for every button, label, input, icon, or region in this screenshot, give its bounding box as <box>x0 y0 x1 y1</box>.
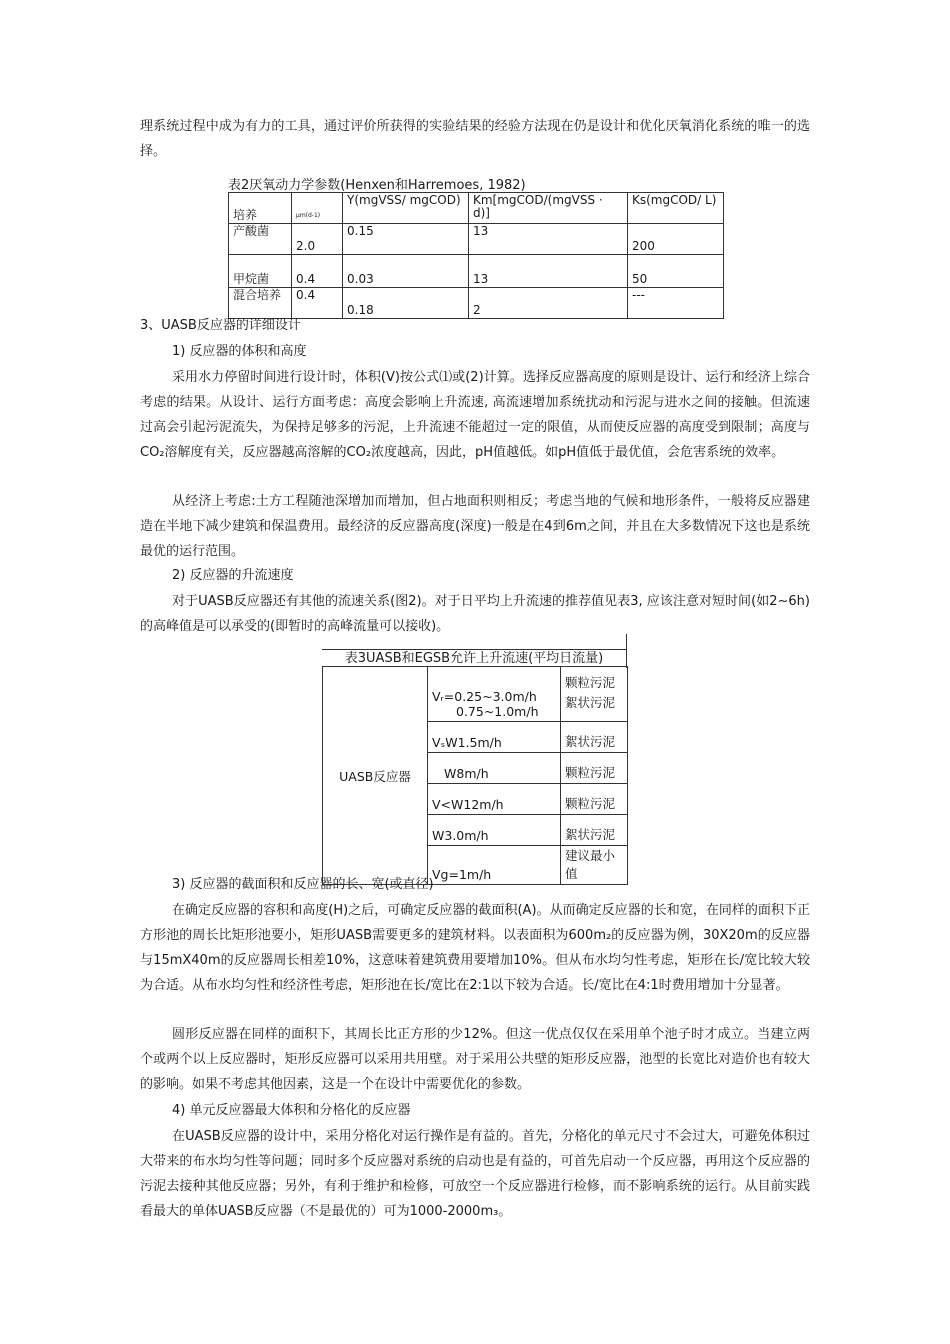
table3-sludge-cell: 建议最小值 <box>561 846 628 885</box>
table3-sludge-cell: 絮状污泥 <box>561 815 628 846</box>
table2-cell: 200 <box>628 224 724 255</box>
table2-cell: --- <box>628 288 724 319</box>
table3-velocity-cell: W8m/h <box>428 753 561 784</box>
paragraph-3: 对于UASB反应器还有其他的流速关系(图2)。对于日平均上升流速的推荐值见表3, 应该注意对短时间(如2~6h)的高峰值是可以承受的(即暂时的高峰流量可以接收)。 <box>140 594 810 634</box>
table2-row <box>229 288 724 319</box>
table2-cell: 0.4 <box>292 288 343 319</box>
subsection4-title: 4) 单元反应器最大体积和分格化的反应器 <box>172 1103 411 1118</box>
table2-row <box>229 224 724 255</box>
table2-header-cell: Y(mgVSS/ mgCOD) <box>343 193 469 224</box>
table3-caption: 表3UASB和EGSB允许上升流速(平均日流量) <box>322 649 626 667</box>
subsection1-title: 1) 反应器的体积和高度 <box>172 344 307 359</box>
table2-cell: 0.4 <box>292 255 343 288</box>
table2-cell: 13 <box>469 255 628 288</box>
table3-sludge-cell: 颗粒污泥絮状污泥 <box>561 667 628 722</box>
table3-velocity-cell: Vg=1m/h <box>428 846 561 885</box>
table3-row-label: UASB反应器 <box>323 667 428 885</box>
intro-paragraph: 理系统过程中成为有力的工具，通过评价所获得的实验结果的经验方法现在仍是设计和优化厌氧消化系统的唯一的选择。 <box>140 119 810 159</box>
table2-row <box>229 255 724 288</box>
table2-header-cell: 培养 <box>229 193 292 224</box>
table2-header-cell: µm(d-1) <box>292 193 343 224</box>
section3-title: 3、UASB反应器的详细设计 <box>140 318 301 333</box>
table3-sludge-cell: 絮状污泥 <box>561 722 628 753</box>
table3-velocity-cell: Vᵣ=0.25~3.0m/h 0.75~1.0m/h <box>428 667 561 722</box>
table3 <box>322 666 628 885</box>
table3-sludge-cell: 颗粒污泥 <box>561 784 628 815</box>
table2-caption: 表2厌氧动力学参数(Henxen和Harremoes, 1982) <box>228 178 526 193</box>
table2-header-row <box>229 193 724 224</box>
table2-cell: 产酸菌 <box>229 224 292 255</box>
table3-velocity-cell: W3.0m/h <box>428 815 561 846</box>
subsection2-title: 2) 反应器的升流速度 <box>172 568 294 583</box>
table2-header-cell: Km[mgCOD/(mgVSS · d)] <box>469 193 628 224</box>
table2 <box>228 192 724 319</box>
table2-cell: 0.03 <box>343 255 469 288</box>
table2-cell: 0.18 <box>343 288 469 319</box>
paragraph-4: 在确定反应器的容积和高度(H)之后，可确定反应器的截面积(A)。从而确定反应器的长和宽，在同样的面积下正方形池的周长比矩形池要小，矩形UASB需要更多的建筑材料。以表面积为600m₂的反应器为例，30X20m的反应器与15mX40m的反应器周长相差10%，这意味着建筑费用要增加10%。但从布水均匀性考虑，矩形在长/宽比较大较为合适。从布水均匀性和经济性考虑，矩形池在长/宽比在2:1以下较为合适。长/宽比在4:1时费用增加十分显著。 <box>140 903 810 993</box>
table2-cell: 甲烷菌 <box>229 255 292 288</box>
paragraph-1: 采用水力停留时间进行设计时，体积(V)按公式⑴或(2)计算。选择反应器高度的原则是设计、运行和经济上综合考虑的结果。从设计、运行方面考虑：高度会影响上升流速, 高流速增加系统扰动和污泥与进水之间的接触。但流速过高会引起污泥流失，为保持足够多的污泥，上升流速不能超过一定的限值，从而使反应器的高度受到限制；高度与CO₂溶解度有关，反应器越高溶解的CO₂浓度越高，因此，pH值越低。如pH值低于最优值，会危害系统的效率。 <box>140 370 810 460</box>
table2-cell: 2 <box>469 288 628 319</box>
table2-cell: 2.0 <box>292 224 343 255</box>
table2-cell: 0.15 <box>343 224 469 255</box>
table2-cell: 13 <box>469 224 628 255</box>
table2-cell: 50 <box>628 255 724 288</box>
paragraph-2: 从经济上考虑:土方工程随池深增加而增加，但占地面积则相反；考虑当地的气候和地形条件，一般将反应器建造在半地下减少建筑和保温费用。最经济的反应器高度(深度)一般是在4到6m之间，并且在大多数情况下这也是系统最优的运行范围。 <box>140 494 810 559</box>
table3-row <box>323 667 628 722</box>
table2-header-cell: Ks(mgCOD/ L) <box>628 193 724 224</box>
table2-cell: 混合培养 <box>229 288 292 319</box>
table3-velocity-cell: VₛW1.5m/h <box>428 722 561 753</box>
table3-edge-line <box>626 634 627 668</box>
paragraph-6: 在UASB反应器的设计中，采用分格化对运行操作是有益的。首先，分格化的单元尺寸不会过大，可避免体积过大带来的布水均匀性等问题；同时多个反应器对系统的启动也是有益的，可首先启动一个反应器，再用这个反应器的污泥去接种其他反应器；另外，有利于维护和检修，可放空一个反应器进行检修，而不影响系统的运行。从目前实践看最大的单体UASB反应器（不是最优的）可为1000-2000m₃。 <box>140 1129 810 1219</box>
subsection3-title: 3) 反应器的截面积和反应器的长、宽(或直径) <box>172 877 434 892</box>
table3-sludge-cell: 颗粒污泥 <box>561 753 628 784</box>
table3-velocity-cell: V<W12m/h <box>428 784 561 815</box>
paragraph-5: 圆形反应器在同样的面积下，其周长比正方形的少12%。但这一优点仅仅在采用单个池子时才成立。当建立两个或两个以上反应器时，矩形反应器可以采用共用壁。对于采用公共壁的矩形反应器，池型的长宽比对造价也有较大的影响。如果不考虑其他因素，这是一个在设计中需要优化的参数。 <box>140 1027 810 1092</box>
